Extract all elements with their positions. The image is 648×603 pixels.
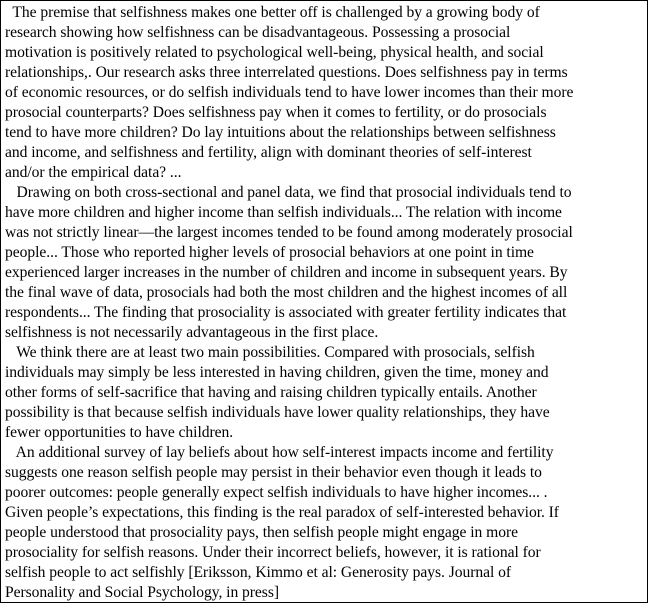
text-line: selfish people to act selfishly [Eriksson, Kimmo et al: Generosity pays. Journal of (5, 564, 512, 581)
text-line: suggests one reason selfish people may persist in their behavior even though it leads to (5, 464, 542, 481)
text-line: tend to have more children? Do lay intuitions about the relationships between selfishness (5, 124, 556, 141)
text-line: The premise that selfishness makes one better off is challenged by a growing body of (5, 4, 540, 21)
text-line: Given people’s expectations, this finding is the real paradox of self-interested behavior. If (5, 504, 559, 521)
paragraph-1 (5, 3, 641, 183)
text-line: have more children and higher income than selfish individuals... The relation with income (5, 204, 562, 221)
text-line: We think there are at least two main possibilities. Compared with prosocials, selfish (5, 344, 535, 361)
text-line: An additional survey of lay beliefs about how self-interest impacts income and fertility (5, 444, 554, 461)
text-line: individuals may simply be less interested in having children, given the time, money and (5, 364, 549, 381)
text-line: prosocial counterparts? Does selfishness pay when it comes to fertility, or do prosocials (5, 104, 547, 121)
paragraph-3 (5, 343, 641, 443)
text-line: relationships,. Our research asks three interrelated questions. Does selfishness pay in terms (5, 64, 568, 81)
text-line: Drawing on both cross-sectional and panel data, we find that prosocial individuals tend to (5, 184, 572, 201)
text-line: people understood that prosociality pays, then selfish people might engage in more (5, 524, 518, 541)
text-line: and/or the empirical data? ... (5, 164, 182, 181)
paragraph-2 (5, 183, 641, 343)
text-line: research showing how selfishness can be disadvantageous. Possessing a prosocial (5, 24, 511, 41)
text-line: of economic resources, or do selfish individuals tend to have lower incomes than their more (5, 84, 574, 101)
text-line: prosociality for selfish reasons. Under their incorrect beliefs, however, it is rational for (5, 544, 541, 561)
text-line: was not strictly linear—the largest incomes tended to be found among moderately prosocial (5, 224, 573, 241)
text-line: the final wave of data, prosocials had both the most children and the highest incomes of all (5, 284, 568, 301)
text-line: poorer outcomes: people generally expect selfish individuals to have higher incomes... . (5, 484, 548, 501)
text-line: selfishness is not necessarily advantageous in the first place. (5, 324, 379, 341)
quote-text-block (5, 3, 641, 603)
text-line: motivation is positively related to psychological well-being, physical health, and social (5, 44, 544, 61)
text-line: respondents... The finding that prosociality is associated with greater fertility indicates that (5, 304, 567, 321)
text-line: Personality and Social Psychology, in press] (5, 584, 279, 601)
text-line: possibility is that because selfish individuals have lower quality relationships, they have (5, 404, 550, 421)
text-line: and income, and selfishness and fertility, align with dominant theories of self-interest (5, 144, 532, 161)
text-line: people... Those who reported higher levels of prosocial behaviors at one point in time (5, 244, 534, 261)
text-line: fewer opportunities to have children. (5, 424, 234, 441)
paragraph-4 (5, 443, 641, 603)
text-line: other forms of self-sacrifice that having and raising children typically entails. Another (5, 384, 537, 401)
text-line: experienced larger increases in the number of children and income in subsequent years. By (5, 264, 568, 281)
